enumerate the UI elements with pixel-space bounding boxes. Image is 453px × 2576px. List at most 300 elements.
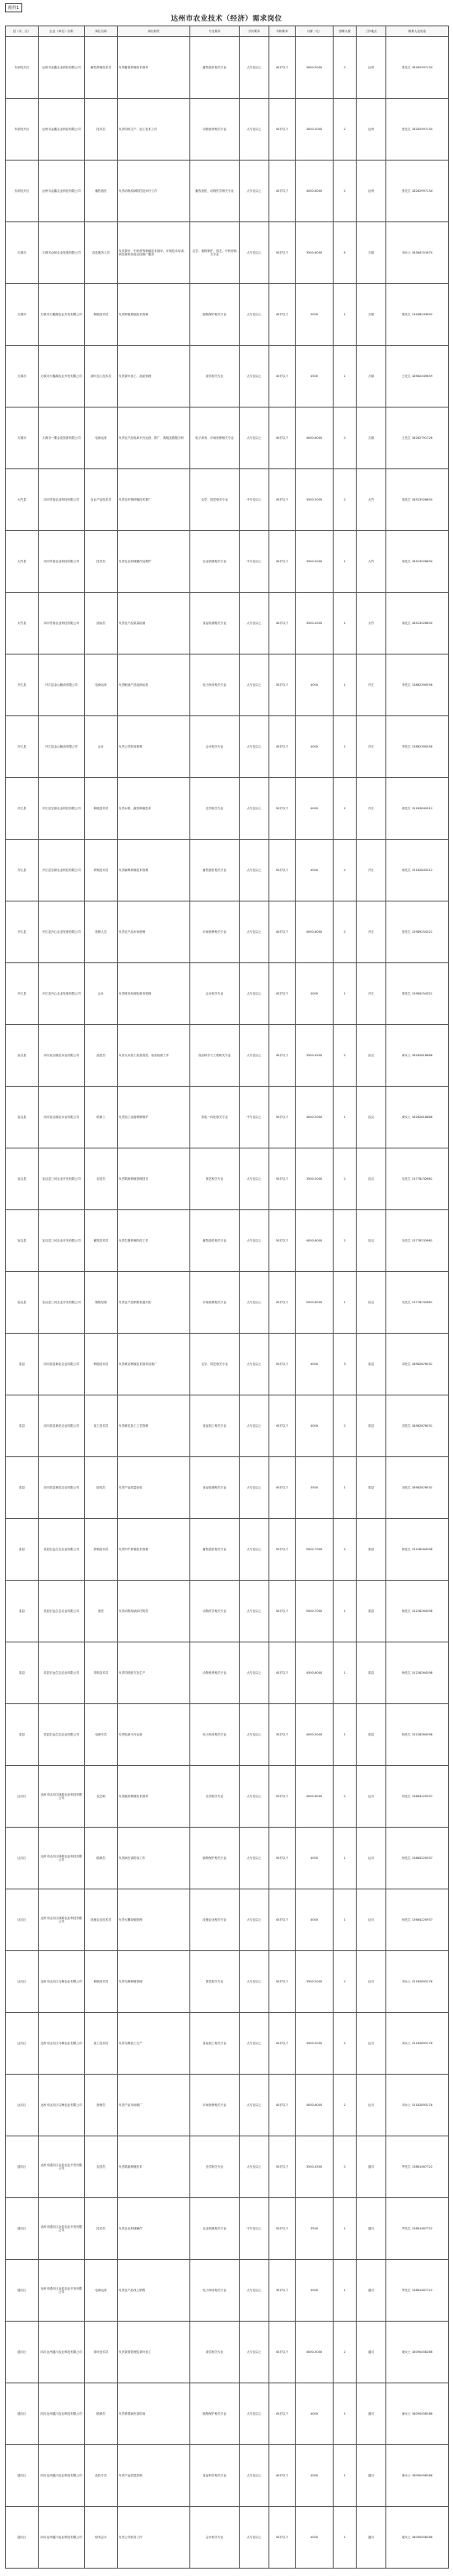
- table-row: [6, 1581, 449, 1642]
- cell-salary: 4000: [296, 2507, 334, 2569]
- cell-salary: 4000: [296, 2383, 334, 2445]
- cell-count: 2: [334, 1951, 357, 2013]
- cell-salary: 5000-7000: [296, 1519, 334, 1581]
- cell-company: 达州市金鑫农业科技有限公司: [39, 37, 85, 99]
- cell-salary: 4000-5000: [296, 2322, 334, 2383]
- cell-position: 技术员: [85, 99, 118, 161]
- header-contact: 联系人及电话: [386, 26, 449, 37]
- cell-salary: 4000-6000: [296, 1210, 334, 1272]
- cell-location: 达州: [357, 161, 386, 222]
- cell-county: 宣汉县: [6, 1148, 39, 1210]
- cell-age: 50岁以下: [269, 1334, 296, 1395]
- cell-contact: 唐女士 18090458266: [386, 2445, 449, 2507]
- cell-education: 大专及以上: [240, 1828, 269, 1889]
- table-row: [6, 37, 449, 99]
- cell-duties: 负责农业机械操作: [118, 2198, 190, 2260]
- cell-duties: 负责茶叶加工、品质管理: [118, 346, 190, 408]
- cell-company: 四川宣汉桃花米业有限公司: [39, 1025, 85, 1087]
- cell-company: 四川竹韵农业科技有限公司: [39, 469, 85, 531]
- cell-position: 兽医: [85, 1581, 118, 1642]
- cell-position: 茶叶加工技术员: [85, 346, 118, 408]
- cell-education: 大专及以上: [240, 2445, 269, 2507]
- cell-contact: 张先生 18282997134: [386, 99, 449, 161]
- cell-salary: 4000: [296, 1334, 334, 1395]
- cell-age: 50岁以下: [269, 2136, 296, 2198]
- header-position: 岗位名称: [85, 26, 118, 37]
- cell-company: 四川竹韵农业科技有限公司: [39, 593, 85, 654]
- cell-count: 1: [334, 1457, 357, 1519]
- cell-duties: 负责农产品质量检测: [118, 593, 190, 654]
- cell-education: 大专及以上: [240, 1889, 269, 1951]
- cell-contact: 何先生 13684220937: [386, 1889, 449, 1951]
- cell-position: 会计: [85, 716, 118, 778]
- cell-education: 大专及以上: [240, 408, 269, 469]
- cell-education: 大专及以上: [240, 1272, 269, 1334]
- table-row: [6, 1087, 449, 1148]
- cell-major: 市场营销相关专业: [190, 901, 240, 963]
- table-row: [6, 284, 449, 346]
- table-row: [6, 2075, 449, 2136]
- cell-position: 质检员: [85, 593, 118, 654]
- cell-education: 大专及以上: [240, 1457, 269, 1519]
- cell-company: 四川渠县黄花农业有限公司: [39, 1395, 85, 1457]
- cell-duties: 负责农产品电商平台运营、推广、客服及数据分析: [118, 408, 190, 469]
- cell-duties: 负责大棚设施管理: [118, 1889, 190, 1951]
- cell-county: 开江县: [6, 778, 39, 840]
- cell-location: 达川: [357, 1951, 386, 2013]
- cell-duties: 负责病虫害防治工作: [118, 1828, 190, 1889]
- cell-company: 宣汉县三河农业开发有限公司: [39, 1272, 85, 1334]
- cell-count: 2: [334, 37, 357, 99]
- cell-salary: 4000-6000: [296, 1766, 334, 1828]
- cell-count: 1: [334, 1272, 357, 1334]
- cell-location: 开江: [357, 716, 386, 778]
- cell-salary: 4000: [296, 1889, 334, 1951]
- cell-count: 1: [334, 2198, 357, 2260]
- cell-position: 销售经理: [85, 1272, 118, 1334]
- cell-salary: 4000-6000: [296, 161, 334, 222]
- cell-location: 大竹: [357, 531, 386, 593]
- cell-location: 开江: [357, 654, 386, 716]
- cell-age: 50岁以下: [269, 1210, 296, 1272]
- cell-county: 宣汉县: [6, 1210, 39, 1272]
- cell-salary: 5000-7000: [296, 1581, 334, 1642]
- cell-contact: 何先生 13684220937: [386, 1828, 449, 1889]
- cell-salary: 3500-5000: [296, 531, 334, 593]
- cell-county: 达川区: [6, 1889, 39, 1951]
- cell-location: 万源: [357, 284, 386, 346]
- cell-duties: 负责公司财务工作: [118, 2507, 190, 2569]
- cell-location: 达川: [357, 1766, 386, 1828]
- cell-count: 2: [334, 2322, 357, 2383]
- cell-salary: 4000: [296, 2445, 334, 2507]
- table-row: [6, 1395, 449, 1457]
- cell-major: 植物保护相关专业: [190, 2383, 240, 2445]
- cell-contact: 张先生 18282997134: [386, 161, 449, 222]
- table-row: [6, 593, 449, 654]
- cell-company: 达州市金鑫农业科技有限公司: [39, 161, 85, 222]
- cell-contact: 邓女士 15182893176: [386, 1951, 449, 2013]
- table-row: [6, 901, 449, 963]
- cell-education: 大专及以上: [240, 2383, 269, 2445]
- cell-company: 四川达州通川农业科技有限公司: [39, 2445, 85, 2507]
- cell-count: 2: [334, 1025, 357, 1087]
- table-row: [6, 408, 449, 469]
- cell-count: 1: [334, 654, 357, 716]
- header-salary: 月薪（元）: [296, 26, 334, 37]
- cell-county: 万源市: [6, 222, 39, 284]
- cell-age: 45岁以下: [269, 37, 296, 99]
- cell-major: 食品加工相关专业: [190, 2013, 240, 2075]
- cell-age: 50岁以下: [269, 1951, 296, 2013]
- cell-count: 1: [334, 2445, 357, 2507]
- cell-county: 宣汉县: [6, 1087, 39, 1148]
- cell-duties: 负责农作物种植技术推广: [118, 469, 190, 531]
- cell-major: 设施农业相关专业: [190, 1889, 240, 1951]
- cell-salary: 3000-5000: [296, 99, 334, 161]
- cell-count: 2: [334, 161, 357, 222]
- cell-salary: 3500: [296, 2198, 334, 2260]
- cell-location: 通川: [357, 2322, 386, 2383]
- cell-company: 开江县宝源农业科技有限公司: [39, 778, 85, 840]
- table-row: [6, 222, 449, 284]
- cell-location: 大竹: [357, 593, 386, 654]
- table-row: [6, 2383, 449, 2445]
- cell-age: 45岁以下: [269, 469, 296, 531]
- cell-duties: 负责水稻、蔬菜种植技术: [118, 778, 190, 840]
- table-row: [6, 1457, 449, 1519]
- cell-contact: 曾先生 13989254321: [386, 901, 449, 963]
- cell-company: 万源市一棵金花旅游有限公司: [39, 408, 85, 469]
- cell-location: 开江: [357, 778, 386, 840]
- cell-major: 电子商务相关专业: [190, 1704, 240, 1766]
- cell-count: 2: [334, 1519, 357, 1581]
- cell-count: 2: [334, 778, 357, 840]
- header-county: 县（市、区）: [6, 26, 39, 37]
- cell-county: 开江县: [6, 901, 39, 963]
- cell-duties: 负责农业机械操作及维护: [118, 531, 190, 593]
- cell-count: 3: [334, 1334, 357, 1395]
- cell-age: 50岁以下: [269, 2198, 296, 2260]
- cell-position: 电商运营: [85, 2260, 118, 2322]
- cell-count: 2: [334, 840, 357, 901]
- cell-major: 茶学相关专业: [190, 2322, 240, 2383]
- cell-salary: 4000: [296, 716, 334, 778]
- cell-location: 万源: [357, 346, 386, 408]
- cell-contact: 刘先生 18982876031: [386, 1334, 449, 1395]
- cell-salary: 3500-5000: [296, 2013, 334, 2075]
- cell-contact: 周先生 18523526650: [386, 469, 449, 531]
- cell-salary: 4000: [296, 1828, 334, 1889]
- cell-major: 电子商务相关专业: [190, 654, 240, 716]
- cell-duties: 负责动物疫病防控及诊疗工作: [118, 161, 190, 222]
- cell-county: 开江县: [6, 840, 39, 901]
- cell-age: 45岁以下: [269, 1272, 296, 1334]
- cell-contact: 李先生 13882390558: [386, 654, 449, 716]
- cell-location: 宣汉: [357, 1087, 386, 1148]
- cell-age: 50岁以下: [269, 778, 296, 840]
- cell-company: 达州市通川区金盆农业开发有限公司: [39, 2198, 85, 2260]
- header-age: 年龄要求: [269, 26, 296, 37]
- cell-age: 35岁以下: [269, 1704, 296, 1766]
- table-row: [6, 2136, 449, 2198]
- cell-duties: 负责黄花种植技术指导及推广: [118, 1334, 190, 1395]
- cell-county: 开江县: [6, 963, 39, 1025]
- cell-position: 品控员: [85, 1025, 118, 1087]
- table-row: [6, 346, 449, 408]
- cell-age: 40岁以下: [269, 2445, 296, 2507]
- cell-education: 大专及以上: [240, 1642, 269, 1704]
- cell-major: 畜牧兽医相关专业: [190, 1210, 240, 1272]
- cell-contact: 曾先生 13989254321: [386, 963, 449, 1025]
- cell-education: 中专及以上: [240, 1087, 269, 1148]
- cell-major: 电子商务、市场营销相关专业: [190, 408, 240, 469]
- cell-duties: 负责茶叶、中药材等种植技术指导，开展技术培训、病虫害防治及农技推广服务: [118, 222, 190, 284]
- cell-position: 电商运营: [85, 408, 118, 469]
- cell-county: 大竹县: [6, 531, 39, 593]
- cell-company: 开江县金山粮油有限公司: [39, 654, 85, 716]
- cell-contact: 唐女士 18090458266: [386, 2507, 449, 2569]
- cell-company: 达州市达川区绿源农业科技有限公司: [39, 1828, 85, 1889]
- cell-count: 1: [334, 963, 357, 1025]
- cell-salary: 4000: [296, 654, 334, 716]
- table-row: [6, 1828, 449, 1889]
- cell-position: 设施农业技术员: [85, 1889, 118, 1951]
- cell-major: 农学相关专业: [190, 1766, 240, 1828]
- cell-count: 1: [334, 593, 357, 654]
- cell-company: 四川竹韵农业科技有限公司: [39, 531, 85, 593]
- cell-location: 开江: [357, 840, 386, 901]
- cell-duties: 负责种植基地技术管理: [118, 284, 190, 346]
- cell-position: 会计: [85, 963, 118, 1025]
- table-row: [6, 1148, 449, 1210]
- cell-location: 达川: [357, 1889, 386, 1951]
- cell-duties: 负责茶园病虫害防治: [118, 2383, 190, 2445]
- cell-salary: 3000-5000: [296, 37, 334, 99]
- cell-company: 达州市通川区金盆农业开发有限公司: [39, 2136, 85, 2198]
- cell-age: 45岁以下: [269, 1642, 296, 1704]
- header-duties: 岗位职责: [118, 26, 190, 37]
- cell-contact: 杨先生 15228264398: [386, 1642, 449, 1704]
- cell-major: 农学相关专业: [190, 778, 240, 840]
- cell-county: 渠县: [6, 1519, 39, 1581]
- cell-contact: 杨先生 15228264398: [386, 1581, 449, 1642]
- cell-count: 1: [334, 2507, 357, 2569]
- cell-education: 大专及以上: [240, 1951, 269, 2013]
- table-row: [6, 2445, 449, 2507]
- cell-education: 大专及以上: [240, 2507, 269, 2569]
- cell-count: 2: [334, 1148, 357, 1210]
- cell-company: 达州市达川区乌梅农业有限公司: [39, 2075, 85, 2136]
- cell-age: 35岁以下: [269, 2260, 296, 2322]
- cell-major: 植物保护相关专业: [190, 284, 240, 346]
- cell-education: 中专及以上: [240, 469, 269, 531]
- cell-major: 农学、植物保护、园艺、中药材相关专业: [190, 222, 240, 284]
- cell-age: 50岁以下: [269, 840, 296, 901]
- cell-county: 开江县: [6, 654, 39, 716]
- cell-age: 50岁以下: [269, 1087, 296, 1148]
- cell-county: 宣汉县: [6, 1025, 39, 1087]
- table-row: [6, 1210, 449, 1272]
- cell-company: 四川达州通川农业科技有限公司: [39, 2507, 85, 2569]
- cell-education: 大专及以上: [240, 593, 269, 654]
- cell-contact: 唐女士 18090458266: [386, 2383, 449, 2445]
- cell-contact: 李先生 13882390558: [386, 716, 449, 778]
- table-row: [6, 778, 449, 840]
- cell-education: 大专及以上: [240, 2075, 269, 2136]
- cell-county: 通川区: [6, 2507, 39, 2569]
- cell-position: 农艺师: [85, 1766, 118, 1828]
- cell-position: 营销员: [85, 2075, 118, 2136]
- cell-company: 渠县宏远生态农业有限公司: [39, 1581, 85, 1642]
- table-row: [6, 1025, 449, 1087]
- cell-position: 养殖技术员: [85, 1519, 118, 1581]
- cell-salary: 4000: [296, 1395, 334, 1457]
- cell-duties: 负责账务处理及财务管理: [118, 963, 190, 1025]
- cell-county: 通川区: [6, 2322, 39, 2383]
- table-row: [6, 161, 449, 222]
- cell-contact: 吴先生 13778232661: [386, 1210, 449, 1272]
- cell-education: 大专及以上: [240, 716, 269, 778]
- cell-county: 达川区: [6, 2075, 39, 2136]
- table-row: [6, 1766, 449, 1828]
- table-row: [6, 1334, 449, 1395]
- cell-duties: 负责产品质量控制: [118, 2445, 190, 2507]
- cell-contact: 周先生 18523526650: [386, 593, 449, 654]
- cell-count: 1: [334, 716, 357, 778]
- cell-contact: 邓女士 15182893176: [386, 2075, 449, 2136]
- table-row: [6, 99, 449, 161]
- cell-county: 渠县: [6, 1642, 39, 1704]
- cell-contact: 杨先生 15228264398: [386, 1704, 449, 1766]
- cell-education: 大专及以上: [240, 1025, 269, 1087]
- cell-position: 电商运营: [85, 654, 118, 716]
- cell-company: 渠县宏远生态农业有限公司: [39, 1704, 85, 1766]
- cell-position: 饲料技术员: [85, 1642, 118, 1704]
- cell-major: 食品科学与工程相关专业: [190, 1025, 240, 1087]
- cell-age: 45岁以下: [269, 1025, 296, 1087]
- cell-duties: 负责肉牛养殖技术管理: [118, 1519, 190, 1581]
- cell-position: 加工技术员: [85, 1395, 118, 1457]
- cell-contact: 何先生 13684220937: [386, 1766, 449, 1828]
- cell-education: 大专及以上: [240, 654, 269, 716]
- cell-county: 开江县: [6, 716, 39, 778]
- cell-salary: 4000-6000: [296, 901, 334, 963]
- cell-major: 农业机械相关专业: [190, 531, 240, 593]
- cell-location: 宣汉: [357, 1210, 386, 1272]
- cell-county: 东部经开区: [6, 161, 39, 222]
- cell-major: 会计相关专业: [190, 963, 240, 1025]
- cell-location: 渠县: [357, 1457, 386, 1519]
- table-row: [6, 2013, 449, 2075]
- cell-county: 东部经开区: [6, 99, 39, 161]
- cell-duties: 负责麻鸭养殖技术管理: [118, 840, 190, 901]
- cell-education: 大专及以上: [240, 1519, 269, 1581]
- cell-major: 会计相关专业: [190, 2507, 240, 2569]
- cell-salary: 4000-5000: [296, 1704, 334, 1766]
- cell-position: 农技员: [85, 1148, 118, 1210]
- cell-contact: 黄女士 18282818666: [386, 1087, 449, 1148]
- cell-count: 2: [334, 408, 357, 469]
- cell-contact: 蒋先生 15182845012: [386, 840, 449, 901]
- cell-county: 达川区: [6, 2013, 39, 2075]
- cell-age: 45岁以下: [269, 99, 296, 161]
- table-row: [6, 1704, 449, 1766]
- cell-duties: 负责农产品市场营销: [118, 901, 190, 963]
- cell-age: 40岁以下: [269, 2075, 296, 2136]
- cell-position: 植保员: [85, 2383, 118, 2445]
- cell-major: 畜牧兽医相关专业: [190, 1519, 240, 1581]
- cell-major: 动物营养相关专业: [190, 1642, 240, 1704]
- cell-count: 2: [334, 1210, 357, 1272]
- cell-major: 食品加工相关专业: [190, 1395, 240, 1457]
- cell-company: 四川渠县黄花农业有限公司: [39, 1334, 85, 1395]
- table-row: [6, 2198, 449, 2260]
- attachment-label: 附件1: [5, 3, 22, 12]
- cell-count: 1: [334, 284, 357, 346]
- cell-county: 渠县: [6, 1581, 39, 1642]
- cell-position: 农业产品技术员: [85, 469, 118, 531]
- cell-count: 1: [334, 1087, 357, 1148]
- cell-duties: 负责茶园管理及茶叶加工: [118, 2322, 190, 2383]
- cell-major: 园艺相关专业: [190, 1148, 240, 1210]
- cell-count: 1: [334, 1889, 357, 1951]
- cell-count: 1: [334, 346, 357, 408]
- table-row: [6, 654, 449, 716]
- cell-location: 达川: [357, 1828, 386, 1889]
- cell-county: 渠县: [6, 1704, 39, 1766]
- cell-salary: 5000-8000: [296, 1272, 334, 1334]
- cell-company: 达州市金鑫农业科技有限公司: [39, 99, 85, 161]
- cell-duties: 负责产品质量检验: [118, 1457, 190, 1519]
- cell-education: 大专及以上: [240, 37, 269, 99]
- table-row: [6, 963, 449, 1025]
- cell-age: 45岁以下: [269, 161, 296, 222]
- cell-contact: 蒋先生 15182845012: [386, 778, 449, 840]
- cell-salary: 4000: [296, 963, 334, 1025]
- cell-county: 万源市: [6, 284, 39, 346]
- cell-location: 通川: [357, 2260, 386, 2322]
- table-row: [6, 1951, 449, 2013]
- cell-age: 45岁以下: [269, 963, 296, 1025]
- cell-major: 茶学相关专业: [190, 346, 240, 408]
- cell-location: 开江: [357, 901, 386, 963]
- cell-duties: 负责乌梅加工生产: [118, 2013, 190, 2075]
- cell-location: 渠县: [357, 1642, 386, 1704]
- cell-education: 大专及以上: [240, 901, 269, 963]
- cell-age: 40岁以下: [269, 1457, 296, 1519]
- cell-county: 宣汉县: [6, 1272, 39, 1334]
- cell-age: 50岁以下: [269, 1581, 296, 1642]
- cell-education: 大专及以上: [240, 161, 269, 222]
- cell-company: 四川达州通川农业科技有限公司: [39, 2383, 85, 2445]
- cell-position: 种植技术员: [85, 284, 118, 346]
- cell-contact: 刘先生 18982876031: [386, 1457, 449, 1519]
- cell-company: 四川达州通川农业科技有限公司: [39, 2322, 85, 2383]
- cell-county: 渠县: [6, 1457, 39, 1519]
- cell-salary: 3500-5000: [296, 1951, 334, 2013]
- cell-count: 1: [334, 1704, 357, 1766]
- table-row: [6, 1519, 449, 1581]
- cell-duties: 负责产品市场推广: [118, 2075, 190, 2136]
- cell-age: 40岁以下: [269, 593, 296, 654]
- cell-duties: 负责畜禽养殖技术指导: [118, 37, 190, 99]
- cell-county: 万源市: [6, 408, 39, 469]
- header-company: 企业（单位）名称: [39, 26, 85, 37]
- table-row: [6, 1889, 449, 1951]
- cell-location: 渠县: [357, 1704, 386, 1766]
- cell-salary: 4000: [296, 2260, 334, 2322]
